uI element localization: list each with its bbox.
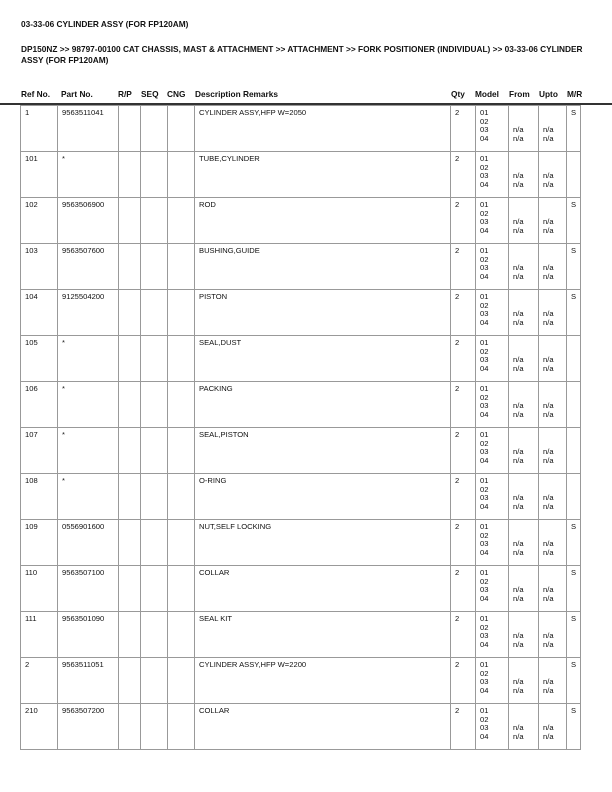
from-value: n/a [513,363,524,373]
mr-flag: S [567,290,581,336]
model-code: 03 [480,539,489,549]
description: BUSHING,GUIDE [195,244,451,290]
upto-value: n/a [543,271,554,281]
from-value: n/a [513,309,524,319]
model-code: 02 [480,300,489,310]
cng-cell [168,290,195,336]
qty: 2 [451,566,476,612]
model-code: 03 [480,171,489,181]
model-list [476,520,509,566]
part-no: * [58,474,119,520]
upto-list [539,382,567,428]
seq-cell [141,612,168,658]
from-value: n/a [513,455,524,465]
model-code: 04 [480,501,489,511]
ref-no: 210 [21,704,58,750]
seq-cell [141,290,168,336]
model-code: 03 [480,447,489,457]
mr-flag [567,474,581,520]
from-value: n/a [513,125,524,135]
model-code: 04 [480,271,489,281]
model-list [476,658,509,704]
from-value: n/a [513,409,524,419]
model-code: 01 [480,706,489,715]
upto-value: n/a [543,639,554,649]
breadcrumb: DP150NZ >> 98797-00100 CAT CHASSIS, MAST & ATTACHMENT >> ATTACHMENT >> FORK POSITIONER (INDIVIDUAL) >> 03-33-06 CYLINDER ASSY (FOR FP120AM) [21,44,583,65]
table-row [21,290,581,336]
model-code: 01 [480,292,489,301]
part-no: * [58,152,119,198]
model-code: 01 [480,384,489,393]
model-code: 04 [480,685,489,695]
model-code: 01 [480,430,489,439]
model-code: 01 [480,614,489,623]
ref-no: 110 [21,566,58,612]
from-value: n/a [513,639,524,649]
qty: 2 [451,428,476,474]
model-code: 02 [480,346,489,356]
from-value: n/a [513,547,524,557]
upto-value: n/a [543,547,554,557]
from-value: n/a [513,493,524,503]
upto-value: n/a [543,125,554,135]
qty: 2 [451,152,476,198]
header-qty: Qty [451,89,465,99]
header-desc: Description Remarks [195,89,279,99]
from-list [509,566,539,612]
upto-value: n/a [543,133,554,143]
from-value: n/a [513,593,524,603]
table-row [21,474,581,520]
part-no: * [58,428,119,474]
table-row [21,152,581,198]
upto-value: n/a [543,179,554,189]
part-no: * [58,382,119,428]
mr-flag: S [567,520,581,566]
upto-value: n/a [543,263,554,273]
model-code: 03 [480,125,489,135]
cng-cell [168,658,195,704]
model-code: 04 [480,363,489,373]
part-no: 9563507100 [58,566,119,612]
header-cng: CNG [167,89,186,99]
upto-list [539,474,567,520]
seq-cell [141,336,168,382]
description: PACKING [195,382,451,428]
from-value: n/a [513,501,524,511]
model-code: 04 [480,455,489,465]
table-row [21,520,581,566]
from-value: n/a [513,317,524,327]
upto-list [539,198,567,244]
upto-value: n/a [543,585,554,595]
part-no: 9563511041 [58,106,119,152]
description: CYLINDER ASSY,HFP W=2200 [195,658,451,704]
parts-table [20,105,581,750]
cng-cell [168,382,195,428]
upto-list [539,290,567,336]
description: ROD [195,198,451,244]
model-code: 02 [480,714,489,724]
table-row [21,612,581,658]
table-row [21,658,581,704]
ref-no: 101 [21,152,58,198]
rp-cell [119,290,141,336]
description: TUBE,CYLINDER [195,152,451,198]
ref-no: 102 [21,198,58,244]
cng-cell [168,566,195,612]
seq-cell [141,474,168,520]
rp-cell [119,704,141,750]
from-value: n/a [513,171,524,181]
model-code: 02 [480,668,489,678]
rp-cell [119,428,141,474]
from-list [509,658,539,704]
ref-no: 108 [21,474,58,520]
seq-cell [141,106,168,152]
model-code: 01 [480,476,489,485]
from-value: n/a [513,225,524,235]
from-value: n/a [513,271,524,281]
ref-no: 111 [21,612,58,658]
model-code: 02 [480,162,489,172]
qty: 2 [451,290,476,336]
part-no: 9125504200 [58,290,119,336]
qty: 2 [451,106,476,152]
part-no: 0556901600 [58,520,119,566]
from-value: n/a [513,133,524,143]
qty: 2 [451,704,476,750]
model-code: 02 [480,530,489,540]
mr-flag [567,152,581,198]
page-title: 03-33-06 CYLINDER ASSY (FOR FP120AM) [21,19,189,29]
upto-list [539,566,567,612]
model-list [476,290,509,336]
seq-cell [141,198,168,244]
model-code: 04 [480,179,489,189]
upto-list [539,658,567,704]
mr-flag: S [567,566,581,612]
ref-no: 2 [21,658,58,704]
table-row [21,566,581,612]
upto-value: n/a [543,455,554,465]
rp-cell [119,474,141,520]
seq-cell [141,428,168,474]
upto-list [539,244,567,290]
cng-cell [168,336,195,382]
upto-value: n/a [543,731,554,741]
rp-cell [119,336,141,382]
part-no: 9563506900 [58,198,119,244]
from-value: n/a [513,401,524,411]
model-list [476,244,509,290]
seq-cell [141,152,168,198]
upto-value: n/a [543,631,554,641]
qty: 2 [451,658,476,704]
description: SEAL KIT [195,612,451,658]
model-code: 01 [480,338,489,347]
model-code: 04 [480,731,489,741]
mr-flag [567,428,581,474]
header-part: Part No. [61,89,93,99]
from-value: n/a [513,179,524,189]
seq-cell [141,520,168,566]
description: COLLAR [195,566,451,612]
header-upto: Upto [539,89,558,99]
model-code: 04 [480,547,489,557]
from-list [509,704,539,750]
model-code: 01 [480,660,489,669]
from-value: n/a [513,677,524,687]
cng-cell [168,474,195,520]
table-row [21,704,581,750]
cng-cell [168,244,195,290]
qty: 2 [451,244,476,290]
rp-cell [119,106,141,152]
from-value: n/a [513,631,524,641]
from-value: n/a [513,263,524,273]
description: NUT,SELF LOCKING [195,520,451,566]
model-code: 03 [480,585,489,595]
upto-value: n/a [543,317,554,327]
rp-cell [119,566,141,612]
upto-value: n/a [543,493,554,503]
model-code: 01 [480,568,489,577]
table-row [21,244,581,290]
model-code: 01 [480,522,489,531]
description: PISTON [195,290,451,336]
model-code: 02 [480,254,489,264]
upto-value: n/a [543,447,554,457]
ref-no: 107 [21,428,58,474]
from-list [509,428,539,474]
header-ref: Ref No. [21,89,51,99]
model-list [476,336,509,382]
rp-cell [119,198,141,244]
model-code: 04 [480,639,489,649]
model-code: 03 [480,401,489,411]
model-list [476,428,509,474]
rp-cell [119,658,141,704]
part-no: 9563507600 [58,244,119,290]
model-code: 04 [480,409,489,419]
upto-value: n/a [543,225,554,235]
model-code: 02 [480,438,489,448]
from-value: n/a [513,685,524,695]
upto-value: n/a [543,401,554,411]
upto-value: n/a [543,363,554,373]
upto-value: n/a [543,501,554,511]
model-code: 01 [480,154,489,163]
upto-value: n/a [543,217,554,227]
model-code: 03 [480,355,489,365]
model-code: 03 [480,309,489,319]
mr-flag [567,336,581,382]
from-list [509,198,539,244]
mr-flag: S [567,106,581,152]
ref-no: 1 [21,106,58,152]
header-mr: M/R [567,89,583,99]
model-code: 03 [480,493,489,503]
mr-flag: S [567,704,581,750]
upto-value: n/a [543,171,554,181]
seq-cell [141,382,168,428]
qty: 2 [451,474,476,520]
from-list [509,290,539,336]
from-list [509,106,539,152]
cng-cell [168,428,195,474]
upto-list [539,704,567,750]
upto-value: n/a [543,685,554,695]
upto-value: n/a [543,409,554,419]
model-code: 03 [480,263,489,273]
model-code: 02 [480,208,489,218]
upto-list [539,520,567,566]
ref-no: 106 [21,382,58,428]
rp-cell [119,244,141,290]
header-rp: R/P [118,89,132,99]
qty: 2 [451,198,476,244]
from-value: n/a [513,731,524,741]
from-list [509,612,539,658]
rp-cell [119,520,141,566]
rp-cell [119,382,141,428]
header-from: From [509,89,530,99]
from-list [509,382,539,428]
model-list [476,566,509,612]
description: CYLINDER ASSY,HFP W=2050 [195,106,451,152]
cng-cell [168,198,195,244]
upto-list [539,612,567,658]
model-code: 01 [480,200,489,209]
part-no: * [58,336,119,382]
from-value: n/a [513,723,524,733]
mr-flag: S [567,198,581,244]
model-list [476,704,509,750]
model-code: 03 [480,631,489,641]
model-code: 03 [480,217,489,227]
ref-no: 109 [21,520,58,566]
part-no: 9563501090 [58,612,119,658]
cng-cell [168,704,195,750]
model-list [476,612,509,658]
ref-no: 103 [21,244,58,290]
mr-flag: S [567,244,581,290]
seq-cell [141,658,168,704]
upto-list [539,106,567,152]
cng-cell [168,520,195,566]
upto-value: n/a [543,309,554,319]
rp-cell [119,612,141,658]
upto-value: n/a [543,723,554,733]
model-list [476,106,509,152]
cng-cell [168,152,195,198]
model-list [476,474,509,520]
model-code: 02 [480,392,489,402]
model-code: 02 [480,484,489,494]
model-code: 04 [480,593,489,603]
model-list [476,198,509,244]
model-code: 03 [480,677,489,687]
from-value: n/a [513,539,524,549]
model-code: 03 [480,723,489,733]
upto-value: n/a [543,677,554,687]
model-code: 02 [480,622,489,632]
header-model: Model [475,89,499,99]
upto-value: n/a [543,355,554,365]
cng-cell [168,612,195,658]
model-code: 01 [480,108,489,117]
upto-list [539,152,567,198]
part-no: 9563507200 [58,704,119,750]
qty: 2 [451,520,476,566]
model-code: 02 [480,576,489,586]
table-row [21,428,581,474]
table-row [21,198,581,244]
upto-value: n/a [543,539,554,549]
from-list [509,244,539,290]
description: SEAL,DUST [195,336,451,382]
model-code: 01 [480,246,489,255]
upto-value: n/a [543,593,554,603]
description: COLLAR [195,704,451,750]
table-row [21,382,581,428]
qty: 2 [451,382,476,428]
qty: 2 [451,612,476,658]
from-value: n/a [513,585,524,595]
model-code: 04 [480,133,489,143]
table-row [21,336,581,382]
mr-flag: S [567,658,581,704]
part-no: 9563511051 [58,658,119,704]
description: O-RING [195,474,451,520]
cng-cell [168,106,195,152]
model-code: 02 [480,116,489,126]
header-seq: SEQ [141,89,159,99]
from-list [509,520,539,566]
model-code: 04 [480,225,489,235]
table-row [21,106,581,152]
qty: 2 [451,336,476,382]
model-list [476,152,509,198]
from-list [509,474,539,520]
upto-list [539,336,567,382]
upto-list [539,428,567,474]
mr-flag: S [567,612,581,658]
from-value: n/a [513,447,524,457]
rp-cell [119,152,141,198]
from-value: n/a [513,355,524,365]
from-list [509,152,539,198]
mr-flag [567,382,581,428]
from-list [509,336,539,382]
ref-no: 104 [21,290,58,336]
model-code: 04 [480,317,489,327]
seq-cell [141,704,168,750]
description: SEAL,PISTON [195,428,451,474]
seq-cell [141,244,168,290]
ref-no: 105 [21,336,58,382]
seq-cell [141,566,168,612]
model-list [476,382,509,428]
from-value: n/a [513,217,524,227]
